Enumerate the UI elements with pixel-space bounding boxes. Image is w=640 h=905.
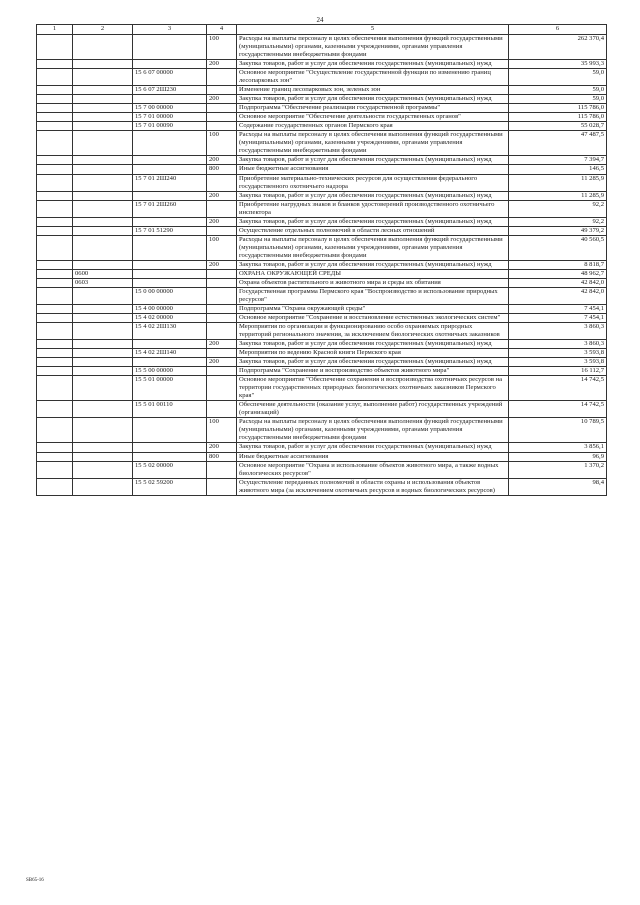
- subsection-cell: [73, 304, 133, 313]
- subsection-cell: 0603: [73, 278, 133, 287]
- amount-cell: 11 285,9: [509, 174, 607, 191]
- subsection-cell: [73, 200, 133, 217]
- description-cell: Обеспечение деятельности (оказание услуг, выполнение работ) государственных учреждений (организаций): [237, 401, 509, 418]
- column-header: 1: [37, 25, 73, 35]
- section-cell: [37, 235, 73, 260]
- table-row: [37, 461, 607, 478]
- column-header: 4: [207, 25, 237, 35]
- table-row: [37, 174, 607, 191]
- table-row: [37, 235, 607, 260]
- table-row: [37, 60, 607, 69]
- section-cell: [37, 174, 73, 191]
- expense-type-cell: [207, 376, 237, 401]
- subsection-cell: [73, 443, 133, 452]
- section-cell: [37, 478, 73, 495]
- target-article-cell: [133, 443, 207, 452]
- table-row: [37, 269, 607, 278]
- expense-type-cell: [207, 314, 237, 323]
- target-article-cell: 15 4 02 2Ш130: [133, 323, 207, 340]
- expense-type-cell: [207, 349, 237, 358]
- description-cell: Осуществление переданных полномочий в области охраны и использования объектов животного мира (за исключением охотничьих ресурсов и водных биологических ресурсов): [237, 478, 509, 495]
- target-article-cell: 15 4 02 2Ш140: [133, 349, 207, 358]
- description-cell: Основное мероприятие "Обеспечение сохранения и воспроизводства охотничьих ресурсов на территории государственных природных биологических охотничьих заказников Пермского края": [237, 376, 509, 401]
- section-cell: [37, 131, 73, 156]
- amount-cell: 115 786,0: [509, 104, 607, 113]
- table-row: [37, 35, 607, 60]
- subsection-cell: [73, 358, 133, 367]
- expense-type-cell: [207, 304, 237, 313]
- expense-type-cell: [207, 200, 237, 217]
- target-article-cell: [133, 217, 207, 226]
- table-row: [37, 349, 607, 358]
- section-cell: [37, 200, 73, 217]
- expense-type-cell: 200: [207, 217, 237, 226]
- target-article-cell: [133, 452, 207, 461]
- section-cell: [37, 443, 73, 452]
- expense-type-cell: 100: [207, 418, 237, 443]
- section-cell: [37, 69, 73, 86]
- subsection-cell: [73, 95, 133, 104]
- target-article-cell: 15 7 01 2Ш260: [133, 200, 207, 217]
- target-article-cell: [133, 35, 207, 60]
- target-article-cell: [133, 235, 207, 260]
- expense-type-cell: 200: [207, 95, 237, 104]
- expense-type-cell: 200: [207, 60, 237, 69]
- subsection-cell: 0600: [73, 269, 133, 278]
- table-row: [37, 452, 607, 461]
- subsection-cell: [73, 156, 133, 165]
- amount-cell: 59,0: [509, 95, 607, 104]
- footer-code: SB65-16: [26, 878, 44, 883]
- target-article-cell: [133, 278, 207, 287]
- target-article-cell: 15 5 00 00000: [133, 367, 207, 376]
- section-cell: [37, 60, 73, 69]
- expense-type-cell: [207, 69, 237, 86]
- section-cell: [37, 367, 73, 376]
- description-cell: Закупка товаров, работ и услуг для обеспечения государственных (муниципальных) нужд: [237, 156, 509, 165]
- description-cell: Мероприятия по организации и функционированию особо охраняемых природных территорий регионального значения, за исключением биологических охотничьих заказников: [237, 323, 509, 340]
- budget-table: [36, 24, 607, 496]
- table-row: [37, 323, 607, 340]
- table-row: [37, 367, 607, 376]
- expense-type-cell: 100: [207, 235, 237, 260]
- table-row: [37, 260, 607, 269]
- description-cell: Расходы на выплаты персоналу в целях обеспечения выполнения функций государственными (муниципальными) органами, казенными учреждениями, органами управления государственными внебюджетными фондами: [237, 131, 509, 156]
- section-cell: [37, 95, 73, 104]
- expense-type-cell: 100: [207, 35, 237, 60]
- table-row: [37, 113, 607, 122]
- subsection-cell: [73, 113, 133, 122]
- target-article-cell: 15 7 00 00000: [133, 104, 207, 113]
- target-article-cell: 15 0 00 00000: [133, 287, 207, 304]
- expense-type-cell: [207, 401, 237, 418]
- subsection-cell: [73, 165, 133, 174]
- target-article-cell: 15 5 02 00000: [133, 461, 207, 478]
- target-article-cell: [133, 269, 207, 278]
- description-cell: Приобретение материально-технических ресурсов для осуществления федерального государственного охотничьего надзора: [237, 174, 509, 191]
- expense-type-cell: 100: [207, 131, 237, 156]
- amount-cell: 42 842,0: [509, 278, 607, 287]
- target-article-cell: 15 7 01 00090: [133, 122, 207, 131]
- amount-cell: 14 742,5: [509, 401, 607, 418]
- description-cell: Осуществление отдельных полномочий в области лесных отношений: [237, 226, 509, 235]
- expense-type-cell: [207, 226, 237, 235]
- table-row: [37, 443, 607, 452]
- amount-cell: 10 789,5: [509, 418, 607, 443]
- description-cell: Основное мероприятие "Охрана и использование объектов животного мира, а также водных биологических ресурсов": [237, 461, 509, 478]
- table-row: [37, 376, 607, 401]
- subsection-cell: [73, 478, 133, 495]
- amount-cell: 96,9: [509, 452, 607, 461]
- subsection-cell: [73, 367, 133, 376]
- table-row: [37, 200, 607, 217]
- section-cell: [37, 278, 73, 287]
- subsection-cell: [73, 349, 133, 358]
- table-row: [37, 340, 607, 349]
- description-cell: Мероприятия по ведению Красной книги Пермского края: [237, 349, 509, 358]
- amount-cell: 35 993,3: [509, 60, 607, 69]
- description-cell: Иные бюджетные ассигнования: [237, 452, 509, 461]
- section-cell: [37, 122, 73, 131]
- subsection-cell: [73, 287, 133, 304]
- description-cell: Основное мероприятие "Обеспечение деятельности государственных органов": [237, 113, 509, 122]
- expense-type-cell: 800: [207, 452, 237, 461]
- description-cell: Закупка товаров, работ и услуг для обеспечения государственных (муниципальных) нужд: [237, 358, 509, 367]
- section-cell: [37, 269, 73, 278]
- section-cell: [37, 86, 73, 95]
- subsection-cell: [73, 314, 133, 323]
- target-article-cell: [133, 340, 207, 349]
- amount-cell: 1 370,2: [509, 461, 607, 478]
- table-row: [37, 278, 607, 287]
- expense-type-cell: [207, 122, 237, 131]
- subsection-cell: [73, 452, 133, 461]
- section-cell: [37, 401, 73, 418]
- section-cell: [37, 418, 73, 443]
- section-cell: [37, 260, 73, 269]
- subsection-cell: [73, 122, 133, 131]
- subsection-cell: [73, 174, 133, 191]
- subsection-cell: [73, 191, 133, 200]
- amount-cell: 98,4: [509, 478, 607, 495]
- description-cell: Закупка товаров, работ и услуг для обеспечения государственных (муниципальных) нужд: [237, 340, 509, 349]
- description-cell: Подпрограмма "Обеспечение реализации государственной программы": [237, 104, 509, 113]
- subsection-cell: [73, 226, 133, 235]
- table-row: [37, 122, 607, 131]
- amount-cell: 11 285,9: [509, 191, 607, 200]
- description-cell: Подпрограмма "Сохранение и воспроизводство объектов животного мира": [237, 367, 509, 376]
- table-body: [37, 35, 607, 496]
- amount-cell: 49 379,2: [509, 226, 607, 235]
- amount-cell: 7 394,7: [509, 156, 607, 165]
- amount-cell: 7 454,1: [509, 314, 607, 323]
- column-header: 5: [237, 25, 509, 35]
- subsection-cell: [73, 323, 133, 340]
- subsection-cell: [73, 461, 133, 478]
- section-cell: [37, 226, 73, 235]
- amount-cell: 3 593,8: [509, 358, 607, 367]
- expense-type-cell: [207, 287, 237, 304]
- target-article-cell: [133, 95, 207, 104]
- target-article-cell: 15 7 01 00000: [133, 113, 207, 122]
- column-header: 6: [509, 25, 607, 35]
- expense-type-cell: [207, 269, 237, 278]
- amount-cell: 3 856,1: [509, 443, 607, 452]
- target-article-cell: [133, 418, 207, 443]
- subsection-cell: [73, 217, 133, 226]
- section-cell: [37, 113, 73, 122]
- amount-cell: 7 454,1: [509, 304, 607, 313]
- description-cell: Основное мероприятие "Осуществление государственной функции по изменению границ лесопарковых зон": [237, 69, 509, 86]
- amount-cell: 146,5: [509, 165, 607, 174]
- target-article-cell: [133, 191, 207, 200]
- amount-cell: 48 962,7: [509, 269, 607, 278]
- column-header: 3: [133, 25, 207, 35]
- expense-type-cell: 200: [207, 260, 237, 269]
- table-row: [37, 86, 607, 95]
- table-row: [37, 217, 607, 226]
- amount-cell: 3 593,8: [509, 349, 607, 358]
- description-cell: Расходы на выплаты персоналу в целях обеспечения выполнения функций государственными (муниципальными) органами, казенными учреждениями, органами управления государственными внебюджетными фондами: [237, 35, 509, 60]
- amount-cell: 16 112,7: [509, 367, 607, 376]
- amount-cell: 42 842,0: [509, 287, 607, 304]
- amount-cell: 92,2: [509, 200, 607, 217]
- expense-type-cell: [207, 104, 237, 113]
- subsection-cell: [73, 376, 133, 401]
- expense-type-cell: [207, 86, 237, 95]
- expense-type-cell: 800: [207, 165, 237, 174]
- description-cell: Основное мероприятие "Сохранение и восстановление естественных экологических систем": [237, 314, 509, 323]
- description-cell: Расходы на выплаты персоналу в целях обеспечения выполнения функций государственными (муниципальными) органами, казенными учреждениями, органами управления государственными внебюджетными фондами: [237, 418, 509, 443]
- section-cell: [37, 323, 73, 340]
- table-row: [37, 358, 607, 367]
- subsection-cell: [73, 35, 133, 60]
- table-row: [37, 165, 607, 174]
- amount-cell: 262 370,4: [509, 35, 607, 60]
- expense-type-cell: [207, 367, 237, 376]
- amount-cell: 92,2: [509, 217, 607, 226]
- amount-cell: 47 487,5: [509, 131, 607, 156]
- expense-type-cell: [207, 323, 237, 340]
- target-article-cell: 15 4 02 00000: [133, 314, 207, 323]
- section-cell: [37, 287, 73, 304]
- subsection-cell: [73, 418, 133, 443]
- table-row: [37, 104, 607, 113]
- expense-type-cell: [207, 478, 237, 495]
- target-article-cell: [133, 165, 207, 174]
- table-row: [37, 156, 607, 165]
- amount-cell: 55 028,7: [509, 122, 607, 131]
- subsection-cell: [73, 235, 133, 260]
- description-cell: Государственная программа Пермского края "Воспроизводство и использование природных ресурсов": [237, 287, 509, 304]
- target-article-cell: 15 5 01 00110: [133, 401, 207, 418]
- target-article-cell: 15 5 01 00000: [133, 376, 207, 401]
- description-cell: Закупка товаров, работ и услуг для обеспечения государственных (муниципальных) нужд: [237, 60, 509, 69]
- description-cell: Подпрограмма "Охрана окружающей среды": [237, 304, 509, 313]
- column-header: 2: [73, 25, 133, 35]
- expense-type-cell: 200: [207, 156, 237, 165]
- expense-type-cell: 200: [207, 443, 237, 452]
- section-cell: [37, 340, 73, 349]
- section-cell: [37, 217, 73, 226]
- target-article-cell: 15 5 02 59200: [133, 478, 207, 495]
- subsection-cell: [73, 86, 133, 95]
- subsection-cell: [73, 340, 133, 349]
- target-article-cell: [133, 358, 207, 367]
- target-article-cell: 15 4 00 00000: [133, 304, 207, 313]
- table-row: [37, 418, 607, 443]
- table-row: [37, 478, 607, 495]
- section-cell: [37, 104, 73, 113]
- section-cell: [37, 349, 73, 358]
- section-cell: [37, 314, 73, 323]
- target-article-cell: [133, 260, 207, 269]
- expense-type-cell: 200: [207, 191, 237, 200]
- description-cell: Охрана объектов растительного и животного мира и среды их обитания: [237, 278, 509, 287]
- table-row: [37, 95, 607, 104]
- subsection-cell: [73, 69, 133, 86]
- table-row: [37, 314, 607, 323]
- table-row: [37, 226, 607, 235]
- amount-cell: 3 860,3: [509, 323, 607, 340]
- amount-cell: 14 742,5: [509, 376, 607, 401]
- subsection-cell: [73, 60, 133, 69]
- section-cell: [37, 165, 73, 174]
- subsection-cell: [73, 260, 133, 269]
- table-row: [37, 131, 607, 156]
- subsection-cell: [73, 104, 133, 113]
- description-cell: Закупка товаров, работ и услуг для обеспечения государственных (муниципальных) нужд: [237, 191, 509, 200]
- target-article-cell: 15 6 07 2Ш230: [133, 86, 207, 95]
- description-cell: Расходы на выплаты персоналу в целях обеспечения выполнения функций государственными (муниципальными) органами, казенными учреждениями, органами управления государственными внебюджетными фондами: [237, 235, 509, 260]
- amount-cell: 59,0: [509, 69, 607, 86]
- amount-cell: 3 860,3: [509, 340, 607, 349]
- amount-cell: 59,0: [509, 86, 607, 95]
- section-cell: [37, 452, 73, 461]
- section-cell: [37, 156, 73, 165]
- description-cell: Изменение границ лесопарковых зон, зеленых зон: [237, 86, 509, 95]
- expense-type-cell: [207, 113, 237, 122]
- section-cell: [37, 191, 73, 200]
- section-cell: [37, 304, 73, 313]
- target-article-cell: 15 7 01 51290: [133, 226, 207, 235]
- table-row: [37, 304, 607, 313]
- section-cell: [37, 35, 73, 60]
- subsection-cell: [73, 131, 133, 156]
- target-article-cell: [133, 60, 207, 69]
- amount-cell: 8 818,7: [509, 260, 607, 269]
- expense-type-cell: [207, 174, 237, 191]
- section-cell: [37, 358, 73, 367]
- description-cell: Закупка товаров, работ и услуг для обеспечения государственных (муниципальных) нужд: [237, 95, 509, 104]
- page-number: 24: [316, 16, 324, 24]
- description-cell: Закупка товаров, работ и услуг для обеспечения государственных (муниципальных) нужд: [237, 260, 509, 269]
- target-article-cell: 15 7 01 2Ш240: [133, 174, 207, 191]
- table-row: [37, 401, 607, 418]
- section-cell: [37, 461, 73, 478]
- amount-cell: 40 560,5: [509, 235, 607, 260]
- expense-type-cell: [207, 461, 237, 478]
- table-row: [37, 191, 607, 200]
- subsection-cell: [73, 401, 133, 418]
- description-cell: Содержание государственных органов Пермского края: [237, 122, 509, 131]
- table-row: [37, 287, 607, 304]
- expense-type-cell: 200: [207, 340, 237, 349]
- table-row: [37, 69, 607, 86]
- amount-cell: 115 786,0: [509, 113, 607, 122]
- target-article-cell: [133, 131, 207, 156]
- description-cell: Закупка товаров, работ и услуг для обеспечения государственных (муниципальных) нужд: [237, 443, 509, 452]
- target-article-cell: [133, 156, 207, 165]
- expense-type-cell: 200: [207, 358, 237, 367]
- description-cell: Иные бюджетные ассигнования: [237, 165, 509, 174]
- description-cell: ОХРАНА ОКРУЖАЮЩЕЙ СРЕДЫ: [237, 269, 509, 278]
- description-cell: Закупка товаров, работ и услуг для обеспечения государственных (муниципальных) нужд: [237, 217, 509, 226]
- target-article-cell: 15 6 07 00000: [133, 69, 207, 86]
- expense-type-cell: [207, 278, 237, 287]
- section-cell: [37, 376, 73, 401]
- description-cell: Приобретение нагрудных знаков и бланков удостоверений производственного охотничьего инспектора: [237, 200, 509, 217]
- table-header-row: [37, 25, 607, 35]
